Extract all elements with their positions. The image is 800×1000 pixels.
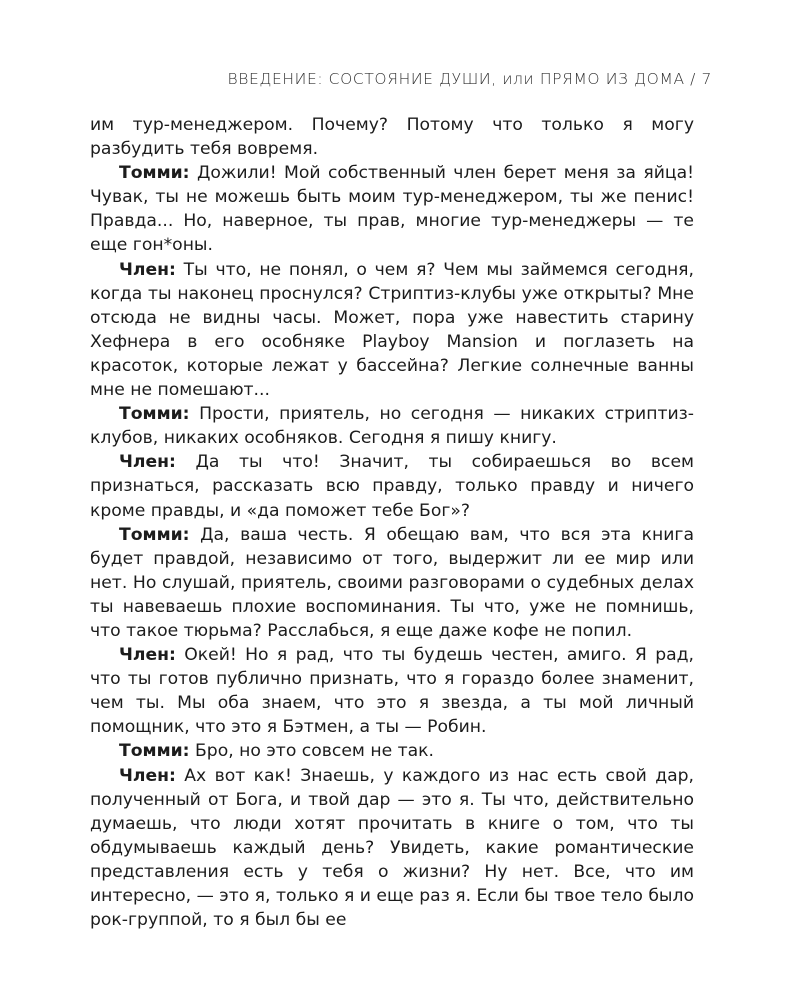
- speaker-label: Томми:: [119, 404, 190, 425]
- paragraph-text: им тур-менеджером. Почему? Потому что только я могу разбудить тебя вовремя.: [90, 115, 694, 160]
- paragraph: [90, 643, 694, 739]
- paragraph-text: Дожили! Мой собственный член берет меня за яйца! Чувак, ты не можешь быть моим тур-менеджером, ты же пенис! Правда... Но, наверное, ты прав, многие тур-менеджеры — те еще гон*оны.: [90, 163, 694, 256]
- paragraph: [90, 113, 694, 161]
- running-head: ВВЕДЕНИЕ: СОСТОЯНИЕ ДУШИ, или ПРЯМО ИЗ ДОМА / 7: [227, 70, 712, 88]
- paragraph-text: Ах вот как! Знаешь, у каждого из нас есть свой дар, полученный от Бога, и твой дар — это я. Ты что, действительно думаешь, что люди хотят прочитать в книге о том, что ты обдумываешь каждый день? Увидеть, какие романтические представления есть у тебя о жизни? Ну нет. Все, что им интересно, — это я, только я и еще раз я. Если бы твое тело было рок-группой, то я был бы ее: [90, 765, 694, 931]
- paragraph-text: Ты что, не понял, о чем я? Чем мы займемся сегодня, когда ты наконец проснулся? Стриптиз-клубы уже открыты? Мне отсюда не видны часы. Может, пора уже навестить старину Хефнера в его особняке Playboy Mansion и поглазеть на красоток, которые лежат у бассейна? Легкие солнечные ванны мне не помешают...: [90, 259, 694, 401]
- page-body: [90, 113, 694, 932]
- paragraph: [90, 523, 694, 643]
- paragraph-text: Прости, приятель, но сегодня — никаких стриптиз-клубов, никаких особняков. Сегодня я пишу книгу.: [90, 404, 694, 449]
- speaker-label: Томми:: [119, 163, 190, 184]
- paragraph: [90, 739, 694, 763]
- paragraph-text: Бро, но это совсем не так.: [189, 741, 435, 762]
- paragraph: [90, 402, 694, 450]
- paragraph-text: Окей! Но я рад, что ты будешь честен, амиго. Я рад, что ты готов публично признать, что я гораздо более знаменит, чем ты. Мы оба знаем, что это я звезда, а ты мой личный помощник, что это я Бэтмен, а ты — Робин.: [90, 645, 694, 738]
- paragraph: [90, 161, 694, 257]
- speaker-label: Член:: [119, 645, 176, 666]
- paragraph-text: Да, ваша честь. Я обещаю вам, что вся эта книга будет правдой, независимо от того, выдержит ли ее мир или нет. Но слушай, приятель, своими разговорами о судебных делах ты навеваешь плохие воспоминания. Ты что, уже не помнишь, что такое тюрьма? Расслабься, я еще даже кофе не попил.: [90, 524, 694, 641]
- paragraph: [90, 450, 694, 522]
- paragraph-text: Да ты что! Значит, ты собираешься во всем признаться, рассказать всю правду, только правду и ничего кроме правды, и «да поможет тебе Бог»?: [90, 452, 694, 521]
- paragraph: [90, 258, 694, 403]
- speaker-label: Член:: [119, 452, 176, 473]
- speaker-label: Томми:: [119, 741, 190, 762]
- speaker-label: Томми:: [119, 524, 190, 545]
- paragraph: [90, 764, 694, 933]
- speaker-label: Член:: [119, 259, 176, 280]
- speaker-label: Член:: [119, 765, 176, 786]
